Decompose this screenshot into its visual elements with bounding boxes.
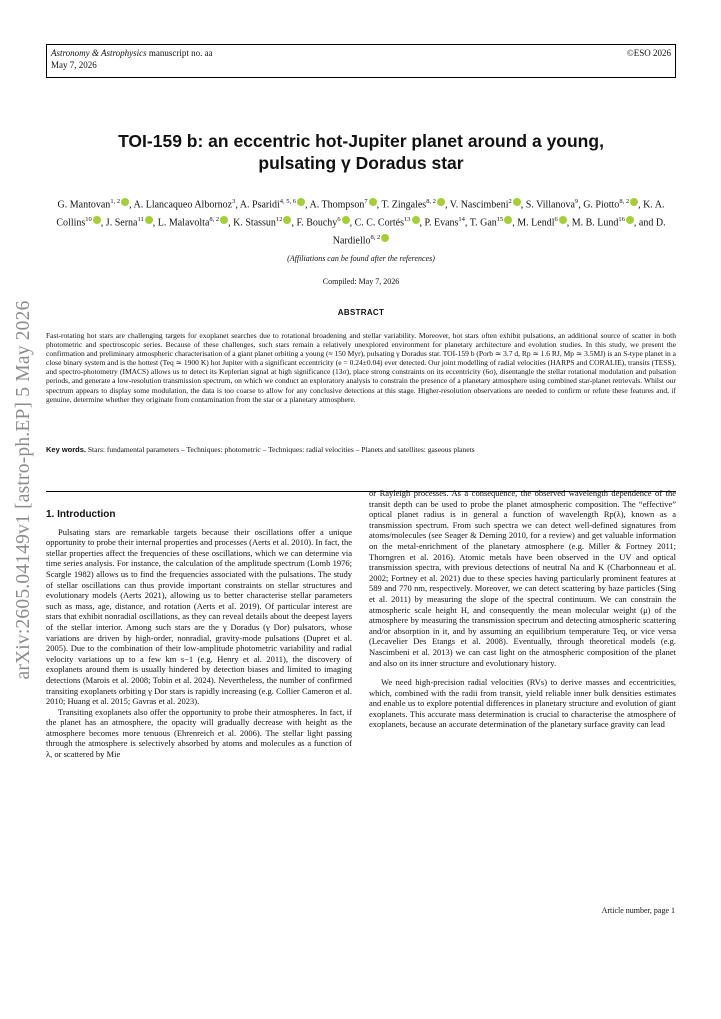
author-name: , G. Piotto [578, 199, 620, 211]
arxiv-identifier[interactable]: arXiv:2605.04149v1 [astro-ph.EP] 5 May 2026 [13, 300, 34, 680]
author-name: , T. Gan [464, 217, 497, 229]
paragraph-gap [369, 668, 676, 677]
author-name: , M. Lendl [512, 217, 555, 229]
author-affiliation-sup: 16 [618, 215, 625, 223]
abstract-heading: ABSTRACT [337, 308, 385, 317]
author-affiliation-sup: 1, 2 [110, 198, 121, 205]
orcid-icon[interactable] [297, 198, 305, 206]
author-name: , A. Thompson [305, 199, 365, 211]
author-name: G. Mantovan [57, 199, 111, 211]
author-affiliation-sup: 9 [574, 198, 579, 205]
author-name: , L. Malavolta [152, 217, 210, 229]
author-name: , K. Stassun [228, 217, 276, 229]
author-affiliation-sup: 8, 2 [426, 198, 436, 205]
article-number: Article number, page 1 [601, 906, 675, 915]
keywords [46, 445, 676, 454]
orcid-icon[interactable] [626, 216, 634, 224]
affiliations-note: (Affiliations can be found after the references) [287, 254, 435, 263]
arxiv-sidebar [4, 275, 44, 705]
author-affiliation-sup: 14 [458, 215, 465, 223]
author-affiliation-sup: 6 [554, 215, 558, 223]
author-affiliation-sup: 2 [508, 198, 512, 205]
orcid-icon[interactable] [342, 216, 350, 224]
paper-title [60, 130, 662, 174]
orcid-icon[interactable] [220, 216, 228, 224]
author-name: , K. A. Collins [56, 199, 665, 229]
author-affiliation-sup: 13 [404, 215, 411, 223]
author-name: , C. C. Cortés [349, 217, 405, 229]
introduction-heading: 1. Introduction [46, 509, 116, 520]
author-affiliation-sup: 8, 2 [619, 198, 630, 205]
orcid-icon[interactable] [412, 216, 420, 224]
compiled-date: Compiled: May 7, 2026 [322, 277, 400, 286]
orcid-icon[interactable] [145, 216, 153, 224]
author-affiliation-sup: 12 [275, 215, 283, 223]
manuscript-number: manuscript no. aa [148, 48, 213, 58]
orcid-icon[interactable] [559, 216, 567, 224]
author-affiliation-sup: 11 [137, 215, 144, 223]
title-line-1: TOI-159 b: an eccentric hot-Jupiter planet around a young, [118, 131, 604, 151]
abstract-text: Fast-rotating hot stars are challenging targets for exoplanet searches due to rotational broadening and stellar variability. Moreover, hot stars often exhibit pulsations, an additional source of scatter in both photometric and spectroscopic series. Because of these challenges, such stars remain a relatively unexplored environment for planetary architecture and evolution studies. In this study, we present the confirmation and preliminary atmospheric characterisation of a giant planet orbiting a young (≈ 150 Myr), pulsating γ Doradus star. TOI-159 b (Porb ≃ 3.7 d, Rp ≃ 1.6 RJ, Mp ≃ 3.5MJ) is an S-type planet in a close binary system and is the hottest (Teq ≃ 1900 K) hot Jupiter with a significant eccentricity (e = 0.24±0.04) ever detected. Our joint modelling of radial velocities (HARPS and CORALIE), transits (TESS), and spectro-photometry (IMACS) allows us to detect its Keplerian signal at high significance (13σ), place strong constraints on its eccentricity (6σ), disentangle the stellar rotational modulation and pulsation periods, and generate a low-resolution transmission spectrum, on which we conduct an exploratory analysis to constrain the presence of a planetary atmosphere using combined star-planet retrievals. Whilst our spectrum appears to display some modulation, the data is too coarse to allow for any conclusive detections at this stage. Higher-resolution observations are needed to confirm or refute these features and, if genuine, determine whether they originate from contamination from the star or a planetary atmosphere. [46, 331, 676, 404]
orcid-icon[interactable] [513, 198, 521, 206]
author-name: , V. Nascimbeni [444, 199, 509, 211]
intro-paragraph-1: Pulsating stars are remarkable targets because their oscillations offer a unique opportunity to probe their internal properties and processes (Aerts et al. 2010). In fact, the stellar properties affect the frequencies of these oscillations, which we can determine via time series analysis. For instance, the calculation of the amplitude spectrum (Lomb 1976; Scargle 1982) allows us to find the frequencies associated with the pulsations. The study of stellar oscillations can thus provide important constraints on stellar structures and evolutionary models (Aerts 2021), allowing us to better characterise stellar parameters such as mass, age, distance, and rotation (Aerts et al. 2019). Of particular interest are stars that exhibit nonradial oscillations, as they can reveal details about the deepest layers of the stellar interior. Among such stars are the γ Doradus (γ Dor) pulsators, whose variations are driven by high-order, nonradial, gravity-mode pulsations (Dupret et al. 2005). Due to the combination of their low-amplitude photometric variability and radial velocity variations up to a few km s−1 (e.g. Henry et al. 2011), the discovery of exoplanets around them is usually hindered by detection biases and limited to imaging detections (Marois et al. 2008; Tobin et al. 2024). Nevertheless, the number of confirmed transiting exoplanets orbiting γ Dor stars is rapidly increasing (e.g. Collier Cameron et al. 2010; Huang et al. 2015; Gavras et al. 2023). [46, 526, 352, 707]
orcid-icon[interactable] [381, 234, 389, 242]
intro-paragraph-2: Transiting exoplanets also offer the opportunity to probe their atmospheres. In fact, if the planet has an atmosphere, the opacity will gradually decrease with height as the atmosphere becomes more tenuous (Ehrenreich et al. 2006). The stellar light passing through the atmosphere is selectively absorbed by atoms and molecules as a function of λ, or scattered by Mie [46, 706, 352, 760]
author-name: , A. Psaridi [235, 199, 280, 211]
orcid-icon[interactable] [369, 198, 377, 206]
author-affiliation-sup: 7 [364, 198, 368, 205]
journal-name: Astronomy & Astrophysics [51, 48, 147, 58]
author-name: , M. B. Lund [566, 217, 619, 229]
author-affiliation-sup: 3 [232, 198, 236, 205]
eso-copyright: ©ESO 2026 [626, 48, 671, 58]
author-name: , F. Bouchy [291, 217, 338, 229]
author-name: , S. Villanova [520, 199, 575, 211]
author-name: , P. Evans [419, 217, 459, 229]
author-affiliation-sup: 4, 5, 6 [279, 198, 297, 205]
journal-line [51, 47, 671, 59]
author-affiliation-sup: 6 [337, 215, 341, 223]
intro-paragraph-4: We need high-precision radial velocities (RVs) to derive masses and eccentricities, which, combined with the radii from transit, yield reliable inner bulk densities estimates and enable us to explore potential differences in planetary structure and evolution of giant exoplanets. This accurate mass determination is crucial to characterise the atmosphere of exoplanets, because an accurate determination of the planetary surface gravity can lead [369, 677, 676, 730]
author-name: , J. Serna [100, 217, 138, 229]
header-date: May 7, 2026 [51, 60, 97, 70]
author-name: , A. Llancaqueo Albornoz [129, 199, 233, 211]
author-affiliation-sup: 8, 2 [370, 233, 381, 241]
right-column [369, 488, 676, 730]
intro-paragraph-3: or Rayleigh processes. As a consequence, the observed wavelength dependence of the transit depth can be used to probe the planet atmospheric composition. The “effective” optical planet radius is in general a function of wavelength Rp(λ), known as a transmission spectrum. From such spectra we can detect well-defined signatures from atoms/molecules (see Seager & Deming 2010, for a review) and get valuable information on the metal-enrichment of the planetary atmosphere (e.g. Miller & Fortney 2011; Thorngren et al. 2016). Atomic metals have been observed in the UV and optical transmission spectra, with previous detections of neutral Na and K (Charbonneau et al. 2002; Fortney et al. 2021) due to these species having particularly prominent features at 589 and 770 nm, respectively. Moreover, we can detect scattering by haze particles (Sing et al. 2011) by measuring the slope of the spectral continuum. We can constrain the atmospheric scale height H, and consequently the mean molecular weight (μ) of the atmosphere by measuring the transmission spectrum and detecting atmospheric scattering and/or absorption in it, and by assuming an equilibrium temperature Teq, or vice versa (Lecavelier Des Etangs et al. 2008). Eventually, through theoretical models (e.g. Nascimbeni et al. 2013) we can cast light on the atmospheric composition of the planet and also on its inner structure and evolutionary history. [369, 488, 676, 668]
author-affiliation-sup: 15 [496, 215, 504, 223]
author-affiliation-sup: 8, 2 [209, 215, 220, 223]
left-column [46, 510, 352, 760]
author-affiliation-sup: 10 [85, 215, 92, 223]
orcid-icon[interactable] [437, 198, 445, 206]
orcid-icon[interactable] [630, 198, 638, 206]
manuscript-header [46, 44, 676, 78]
keywords-label: Key words. [46, 445, 87, 454]
title-line-2: pulsating γ Doradus star [258, 153, 464, 173]
author-list [46, 195, 676, 248]
keywords-text: Stars: fundamental parameters – Techniques: photometric – Techniques: radial velocities – Planets and satellites: gaseous planets [87, 445, 475, 454]
orcid-icon[interactable] [121, 198, 129, 206]
author-name: , T. Zingales [376, 199, 427, 211]
orcid-icon[interactable] [93, 216, 101, 224]
author-name: , and D. Nardiello [332, 217, 666, 246]
